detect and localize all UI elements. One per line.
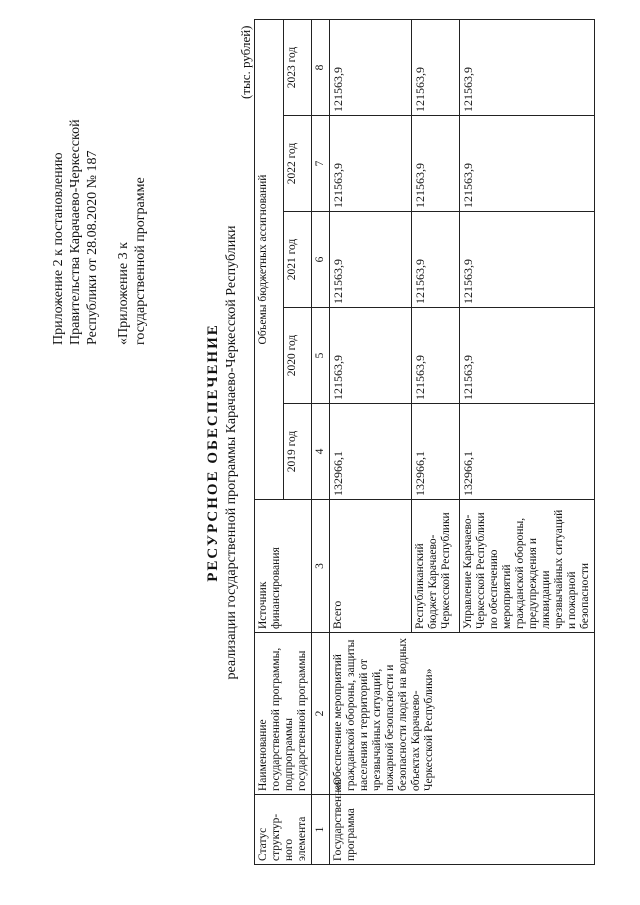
- header-line: государственной программе: [133, 177, 148, 345]
- value-cell: 121563,9: [412, 308, 460, 404]
- header-year: 2022 год: [283, 116, 312, 212]
- unit-label: (тыс. рублей): [238, 25, 253, 99]
- program-name: «Обеспечение мероприятий гражданской обороны, защиты населения и территорий от чрезвычайных ситуаций, пожарной безопасности и безопасности людей на водных объектах Карачаево-Черкесской Республики»: [330, 633, 595, 795]
- header-line: Республики от 28.08.2020 № 187: [85, 150, 100, 345]
- column-number: 6: [312, 212, 330, 308]
- value-cell: 121563,9: [330, 308, 412, 404]
- column-number: 8: [312, 20, 330, 116]
- resource-table: [254, 19, 595, 865]
- funding-source: Всего: [330, 500, 412, 633]
- header-year: 2023 год: [283, 20, 312, 116]
- table-header-row: [255, 20, 284, 865]
- value-cell: 132966,1: [330, 404, 412, 500]
- value-cell: 121563,9: [412, 20, 460, 116]
- value-cell: 121563,9: [330, 212, 412, 308]
- value-cell: 121563,9: [330, 116, 412, 212]
- column-number: 4: [312, 404, 330, 500]
- header-name: Наименование государственной программы, подпрограммы государственной программы: [255, 633, 312, 795]
- header-year: 2021 год: [283, 212, 312, 308]
- header-line: Приложение 2 к постановлению: [51, 152, 66, 345]
- value-cell: 121563,9: [330, 20, 412, 116]
- document-subtitle: реализации государственной программы Карачаево-Черкесской Республики: [224, 225, 239, 680]
- funding-source: Республиканский бюджет Карачаево-Черкесской Республики: [412, 500, 460, 633]
- value-cell: 121563,9: [412, 116, 460, 212]
- table-row: [330, 20, 412, 865]
- value-cell: 121563,9: [412, 212, 460, 308]
- value-cell: 121563,9: [460, 212, 595, 308]
- column-number: 7: [312, 116, 330, 212]
- appendix-header: [50, 65, 149, 345]
- program-status: Государственная программа: [330, 795, 595, 865]
- column-number: 1: [312, 795, 330, 865]
- table-number-row: [312, 20, 330, 865]
- column-number: 2: [312, 633, 330, 795]
- value-cell: 121563,9: [460, 20, 595, 116]
- header-status: Статус структур-ного элемента: [255, 795, 312, 865]
- header-source: Источник финансирования: [255, 500, 312, 633]
- column-number: 3: [312, 500, 330, 633]
- header-line: «Приложение 3 к: [116, 242, 131, 345]
- header-line: Правительства Карачаево-Черкесской: [68, 119, 83, 345]
- funding-source: Управление Карачаево-Черкесской Республики по обеспечению мероприятий гражданской обороны, предупреждения и ликвидации чрезвычайных ситуаций и пожарной безопасности: [460, 500, 595, 633]
- value-cell: 121563,9: [460, 308, 595, 404]
- value-cell: 132966,1: [412, 404, 460, 500]
- column-number: 5: [312, 308, 330, 404]
- header-year: 2020 год: [283, 308, 312, 404]
- document-title: РЕСУРСНОЕ ОБЕСПЕЧЕНИЕ: [205, 323, 221, 582]
- header-year: 2019 год: [283, 404, 312, 500]
- value-cell: 132966,1: [460, 404, 595, 500]
- value-cell: 121563,9: [460, 116, 595, 212]
- header-volumes: Объемы бюджетных ассигнований: [255, 20, 284, 500]
